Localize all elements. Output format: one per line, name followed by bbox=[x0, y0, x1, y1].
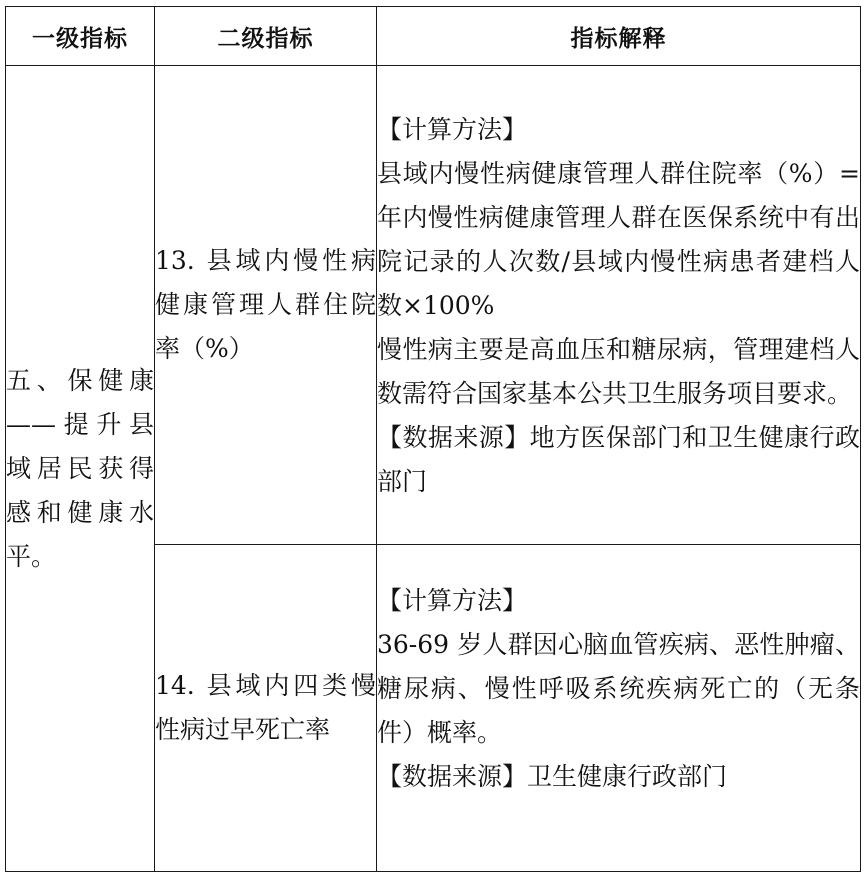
explanation-text bbox=[377, 545, 860, 839]
explanation-cell bbox=[377, 545, 861, 872]
header-row bbox=[6, 7, 861, 66]
header-level1: 一级指标 bbox=[6, 7, 155, 66]
calc-heading: 【计算方法】 bbox=[377, 586, 528, 615]
calc-text: 县域内慢性病健康管理人群住院率（%）=年内慢性病健康管理人群在医保系统中有出院记录的人次数/县域内慢性病患者建档人数×100% bbox=[377, 159, 860, 320]
source-text: 卫生健康行政部门 bbox=[527, 762, 728, 791]
source-heading: 【数据来源】 bbox=[377, 762, 528, 791]
calc-heading: 【计算方法】 bbox=[377, 115, 528, 144]
header-level2: 二级指标 bbox=[155, 7, 377, 66]
header-explanation: 指标解释 bbox=[377, 7, 861, 66]
level2-cell bbox=[155, 545, 377, 872]
explanation-text bbox=[377, 104, 860, 506]
level2-text: 14. 县域内四类慢性病过早死亡率 bbox=[155, 671, 376, 744]
level1-cell bbox=[6, 66, 155, 872]
indicator-table bbox=[5, 6, 861, 872]
table-row bbox=[6, 66, 861, 545]
source-heading: 【数据来源】 bbox=[377, 423, 530, 452]
note-text: 慢性病主要是高血压和糖尿病，管理建档人数需符合国家基本公共卫生服务项目要求。 bbox=[377, 335, 860, 408]
calc-text: 36-69 岁人群因心脑血管疾病、恶性肿瘤、糖尿病、慢性呼吸系统疾病死亡的（无条件）概率。 bbox=[377, 630, 860, 747]
explanation-cell bbox=[377, 66, 861, 545]
level2-cell bbox=[155, 66, 377, 545]
source-text: 地方医保部门和卫生健康行政部门 bbox=[377, 423, 860, 496]
level2-text: 13. 县域内慢性病健康管理人群住院率（%） bbox=[155, 246, 376, 363]
level1-text: 五、保健康——提升县域居民获得感和健康水平。 bbox=[6, 365, 154, 571]
